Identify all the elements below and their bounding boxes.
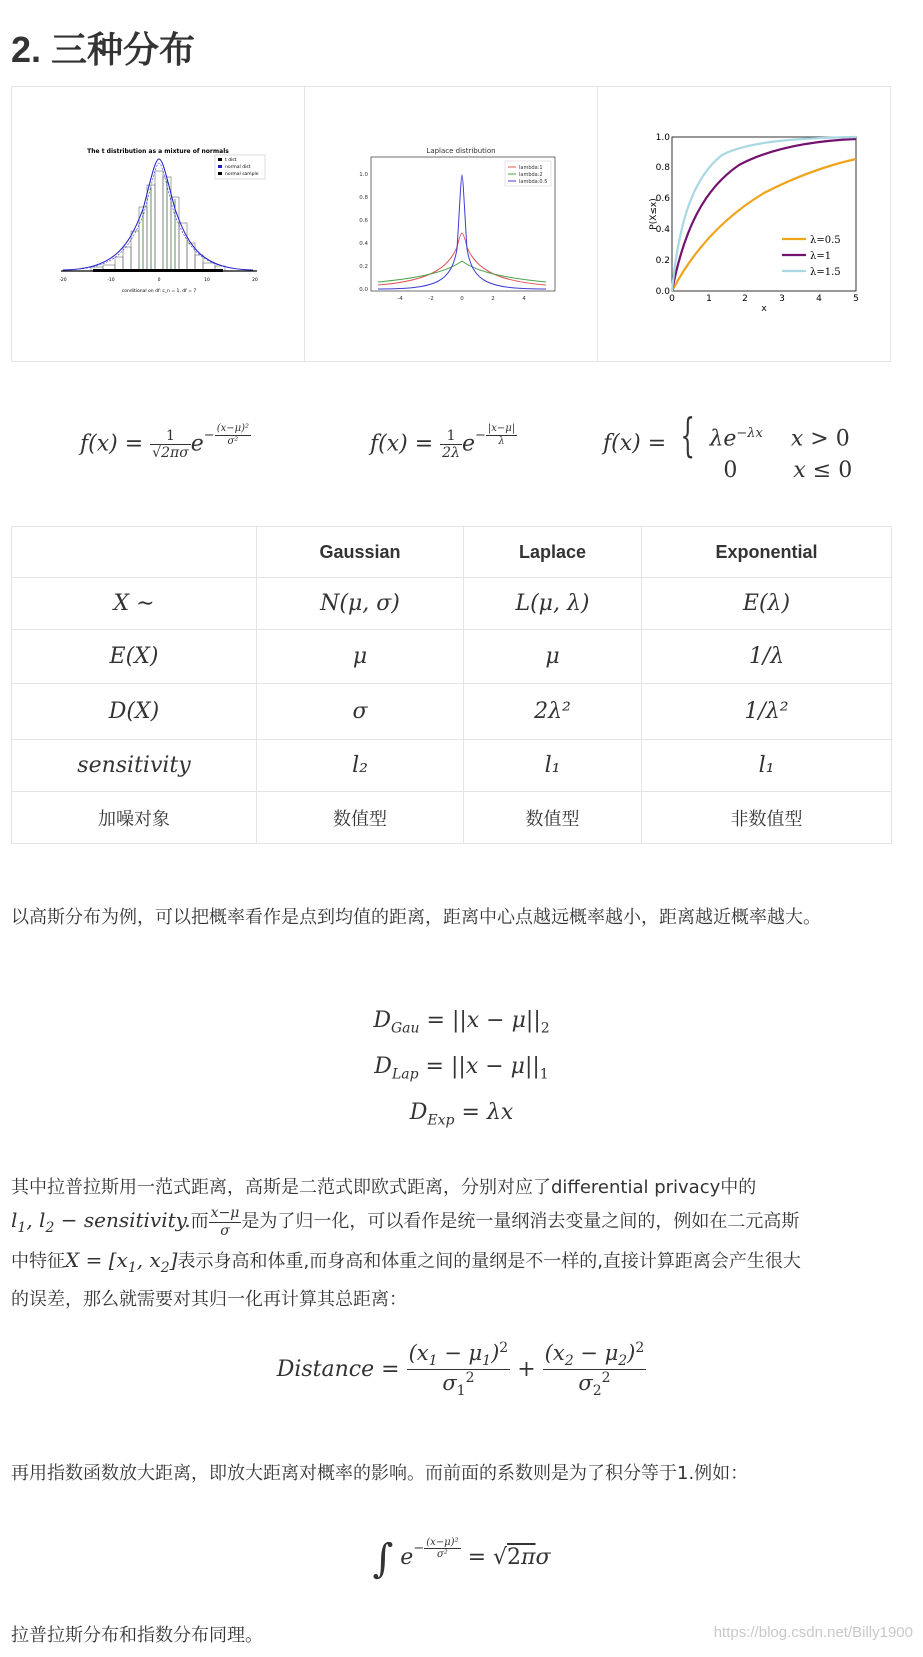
table-header-cell	[12, 527, 257, 578]
table-row	[12, 578, 892, 630]
laplace-xtick: -4	[397, 296, 403, 302]
table-cell: sensitivity	[12, 740, 257, 792]
exp-xlabel: x	[761, 304, 767, 314]
distance-gau: $D_{Gau} = ||x - \mu||_2$	[373, 1008, 550, 1037]
distribution-images-table	[11, 86, 891, 362]
total-distance-formula: Distance = $\frac{(x_1 - \mu_1)^2}{\sigma_1^2}$ + $\frac{(x_2 - \mu_2)^2}{\sigma_2^2}$	[276, 1340, 645, 1400]
table-header-cell: Exponential	[642, 527, 892, 578]
normal-xtick: 20	[252, 278, 258, 283]
distribution-properties-table	[11, 526, 892, 844]
table-cell: l₁	[464, 740, 642, 792]
laplace-ytick: 0.6	[359, 218, 368, 224]
table-header-cell: Laplace	[464, 527, 642, 578]
exp-ytick: 0.0	[655, 287, 670, 297]
table-row	[12, 740, 892, 792]
para2-f: 的误差，那么就需要对其归一化再计算其总距离：	[11, 1289, 407, 1310]
exp-legend-1: λ=0.5	[810, 235, 841, 246]
exp-ylabel: P(X≤x)	[649, 198, 659, 230]
table-cell: D(X)	[12, 684, 257, 740]
normal-mixture-plot	[43, 139, 273, 309]
exp-ytick: 0.6	[655, 194, 670, 204]
laplace-plot	[341, 139, 561, 309]
table-header-cell: Gaussian	[257, 527, 464, 578]
table-cell: 加噪对象	[12, 792, 257, 844]
exp-legend-3: λ=1.5	[810, 267, 841, 278]
table-row	[12, 684, 892, 740]
exp-xtick: 0	[669, 294, 675, 304]
exp-legend-2: λ=1	[810, 251, 832, 262]
section-heading: 2. 三种分布	[11, 29, 196, 70]
table-cell: 1/λ²	[642, 684, 892, 740]
exp-ytick: 0.4	[655, 225, 670, 235]
para2-b: 而	[190, 1211, 209, 1232]
normal-xtick: 0	[157, 278, 161, 283]
exp-xtick: 3	[779, 294, 785, 304]
table-cell: L(μ, λ)	[464, 578, 642, 630]
normal-xtick: -10	[107, 278, 115, 283]
laplace-xtick: 4	[522, 296, 526, 302]
table-cell: l₂	[257, 740, 464, 792]
laplace-xtick: 2	[491, 296, 495, 302]
laplace-xtick: 0	[460, 296, 464, 302]
paragraph-norm-explanation: 其中拉普拉斯用一范式距离，高斯是二范式即欧式距离，分别对应了differential privacy中的 $l_1$, $l_2$ − sensitivity.而 $\frac{x-\mu}{\sigma}$ 是为了归一化，可以看作是统一量纲消去变量之间的，例如在二元高斯 中特征$X = [x_1$, $x_2$]表示身高和体重,而身高和体重之间的量纲是不一样的,直接计算距离会产生很大 的误差，那么就需要对其归一化再计算其总距离：	[11, 1177, 801, 1310]
laplace-pdf-formula: f(x) = $\frac{1}{2\lambda}$ $e^{- \frac{|x-\mu|}{\lambda}}$	[370, 423, 516, 462]
table-cell: 非数值型	[642, 792, 892, 844]
normal-legend-3: normal sample	[225, 172, 259, 177]
para2-e: 表示身高和体重,而身高和体重之间的量纲是不一样的,直接计算距离会产生很大	[177, 1251, 801, 1272]
table-cell: 2λ²	[464, 684, 642, 740]
table-row	[12, 792, 892, 844]
laplace-plot-title: Laplace distribution	[426, 147, 496, 155]
normal-plot-xlabel: conditional on df: c_n = 1, df = 7	[121, 289, 197, 294]
exp-ytick: 0.2	[655, 256, 670, 266]
table-cell: 数值型	[257, 792, 464, 844]
table-cell: l₁	[642, 740, 892, 792]
table-cell: μ	[464, 630, 642, 684]
exp-xtick: 2	[742, 294, 748, 304]
laplace-ytick: 1.0	[359, 172, 368, 178]
normal-legend-1: t dist	[225, 158, 237, 163]
table-cell: 数值型	[464, 792, 642, 844]
exp-xtick: 4	[816, 294, 822, 304]
exp-xtick: 1	[706, 294, 712, 304]
normal-mixture-image-cell	[12, 87, 305, 362]
table-cell: E(X)	[12, 630, 257, 684]
normal-legend-2: normal dist	[225, 165, 251, 170]
table-cell: E(λ)	[642, 578, 892, 630]
normal-xtick: -20	[59, 278, 67, 283]
paragraph-exponential-amplify: 再用指数函数放大距离，即放大距离对概率的影响。而前面的系数则是为了积分等于1.例如：	[11, 1463, 749, 1484]
watermark-text: https://blog.csdn.net/Billy1900	[713, 1624, 913, 1641]
normal-plot-title: The t distribution as a mixture of normals	[87, 148, 229, 155]
paragraph-conclusion: 拉普拉斯分布和指数分布同理。	[11, 1625, 263, 1646]
table-cell: 1/λ	[642, 630, 892, 684]
laplace-ytick: 0.0	[359, 287, 368, 293]
paragraph-intro: 以高斯分布为例，可以把概率看作是点到均值的距离，距离中心点越远概率越小，距离越近概率越大。	[11, 907, 821, 928]
laplace-ytick: 0.4	[359, 241, 368, 247]
laplace-xtick: -2	[428, 296, 434, 302]
laplace-image-cell	[305, 87, 598, 362]
table-cell: X ∼	[12, 578, 257, 630]
laplace-legend-1: lambda:1	[519, 165, 543, 171]
table-cell: σ	[257, 684, 464, 740]
exp-ytick: 1.0	[655, 133, 670, 143]
table-header-row	[12, 527, 892, 578]
exp-ytick: 0.8	[655, 163, 670, 173]
exponential-pdf-formula: f(x) = { $\lambda e^{-\lambda x}$ x > 0 0 x ≤ 0	[603, 408, 853, 484]
exp-xtick: 5	[853, 294, 859, 304]
table-cell: μ	[257, 630, 464, 684]
distance-lap: $D_{Lap} = ||x - \mu||_1$	[374, 1054, 549, 1083]
laplace-legend-2: lambda:2	[519, 172, 543, 178]
para2-d: 中特征	[11, 1251, 65, 1272]
normal-xtick: 10	[204, 278, 210, 283]
exponential-image-cell	[598, 87, 891, 362]
para2-c: 是为了归一化，可以看作是统一量纲消去变量之间的，例如在二元高斯	[241, 1211, 800, 1232]
para2-a: 其中拉普拉斯用一范式距离，高斯是二范式即欧式距离，分别对应了differential privacy中的	[11, 1177, 757, 1198]
laplace-legend-3: lambda:0.5	[519, 179, 548, 185]
table-cell: N(μ, σ)	[257, 578, 464, 630]
table-row	[12, 630, 892, 684]
integral-formula: ∫ $e^{- \frac{\text{(x−μ)²}}{\text{σ²}}}$ = √2πσ	[372, 1536, 551, 1582]
gauss-pdf-formula: f(x) = $\frac{1}{√2\pi\sigma}$ $e^{- \frac{\text{(x−μ)²}}{\text{σ²}}}$	[80, 423, 250, 462]
exponential-cdf-plot	[624, 129, 864, 319]
laplace-ytick: 0.8	[359, 195, 368, 201]
distance-exp: $D_{Exp} = \lambda x$	[409, 1100, 514, 1129]
laplace-ytick: 0.2	[359, 264, 368, 270]
